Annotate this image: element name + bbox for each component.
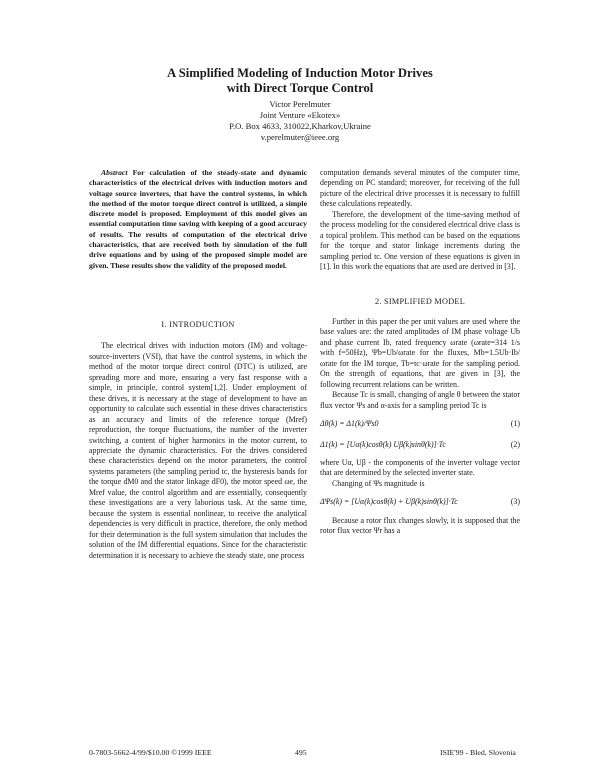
equation-3-body: ΔΨs(k) = [Uα(k)cosθ(k) + Uβ(k)sinθ(k)]·Tc [320, 497, 458, 507]
abstract-text: For calculation of the steady-state and dynamic characteristics of the electrical drives with induction motors and voltage source inverters, that have the control systems, in which the method of the motor torque direct control is utilized, a simple discrete model is proposed. Employment of this model gives an essential computation time saving with keeping of a good accuracy of results. The results of computation of the electrical drive characteristics, that are received both by simulation of the full drive equations and by using of the proposed simple model are given. These results show the validity of the proposed model. [89, 168, 307, 270]
footer-conference: ISIE'99 - Bled, Slovenia [440, 748, 516, 757]
author-affiliation: Joint Venture «Ekotex» [259, 110, 341, 120]
author-address: P.O. Box 4633, 310022,Kharkov,Ukraine [229, 121, 371, 131]
section-1 [89, 320, 307, 561]
footer-copyright: 0-7803-5662-4/99/$10.00 ©1999 IEEE [89, 748, 212, 757]
paper-title [60, 66, 540, 96]
section-2-heading: 2. SIMPLIFIED MODEL [374, 296, 466, 306]
right-paragraph-2: Therefore, the development of the time-saving method of the process modeling for the considered electrical drive class is a topical problem. This method can be based on the equations for the torque and stator linkage increments during the sampling period tc. One version of these equations is given in [1]. In this work the equations that are used are derived in [3]. [320, 209, 520, 272]
equation-3-number: (3) [510, 497, 520, 507]
footer-page-number: 495 [295, 748, 307, 757]
equation-2-body: Δ1(k) = [Uα(k)cosθ(k) Uβ(k)sinθ(k)]·Tc [320, 439, 446, 449]
right-paragraph-3: Further in this paper the per unit values are used where the base values are: the rated amplitudes of IM phase voltage Ub and phase current Ib, rated frequency ωrate (ωrate=314 1/s with f=50Hz), Ψb=Ub/ωrate for the fluxes, Mb=1.5Ub·Ib/ωrate for the IM torque, Tb=tc·ωrate for the sampling period. On the strength of equations, that are given in [3], the following recurrent relations can be written. [320, 316, 520, 389]
author-name: Victor Perelmuter [269, 99, 331, 109]
equation-1 [320, 419, 520, 429]
equation-1-number: (1) [510, 419, 520, 429]
author-email: v.perelmuter@ieee.org [260, 132, 340, 142]
equation-3 [320, 497, 520, 507]
right-paragraph-5: where Uα, Uβ - the components of the inverter voltage vector that are determined by the selected inverter state. [320, 457, 520, 478]
section-1-paragraph: The electrical drives with induction motors (IM) and voltage-source-inverters (VSI), that have the control systems, in which the method of the motor torque direct control (DTC) is utilized, are spreading more and more, ensuring a very fast response with a simple, in principle, control system[1,2]. Under employment of these drives, it is necessary at the stage of development to have an opportunity to calculate such essential in these drives characteristics as an accuracy and limits of the reference torque (Mref) reproduction, the torque fluctuations, the number of the inverter switching, a content of higher harmonics in the motor current, to appreciate the dynamic characteristics. For the drives considered these characteristics depend on the motor parameters, the control systems parameters (the sampling period tc, the hysteresis bands for the torque dM0 and the stator linkage dF0), the motor speed ωe, the Mref value, the control algorithm and are essentially, consequently these investigations are a very laborious task. At the same time, because the system is essential nonlinear, to receive the analytical dependencies is very difficult in practice, therefore, the only method for their determination is the full system simulation that includes the solution of the IM differential equations. Since for the characteristic determination it is necessary to achieve the steady state, one process [89, 341, 307, 560]
equation-2-number: (2) [510, 439, 520, 449]
right-paragraph-6: Changing of Ψs magnitude is [332, 478, 425, 488]
right-paragraph-7: Because a rotor flux changes slowly, it is supposed that the rotor flux vector Ψr has a [320, 515, 520, 536]
section-1-heading: I. INTRODUCTION [161, 320, 235, 329]
title-line-1: A Simplified Modeling of Induction Motor Drives [167, 66, 433, 80]
abstract [89, 168, 307, 271]
title-line-2: with Direct Torque Control [226, 81, 374, 95]
abstract-label: Abstract [101, 168, 128, 177]
equation-2 [320, 440, 520, 450]
right-paragraph-4: Because Tc is small, changing of angle θ between the stator flux vector Ψs and α-axis for a sampling period Tc is [320, 390, 520, 410]
right-column [320, 168, 520, 537]
right-paragraph-1: computation demands several minutes of the computer time, depending on PC standard; moreover, for receiving of the full picture of the electrical drive processes it is necessary to fulfill these calculations repeatedly. [320, 168, 520, 209]
equation-1-body: Δθ(k) = Δ1(k)/Ψs0 [320, 419, 379, 429]
